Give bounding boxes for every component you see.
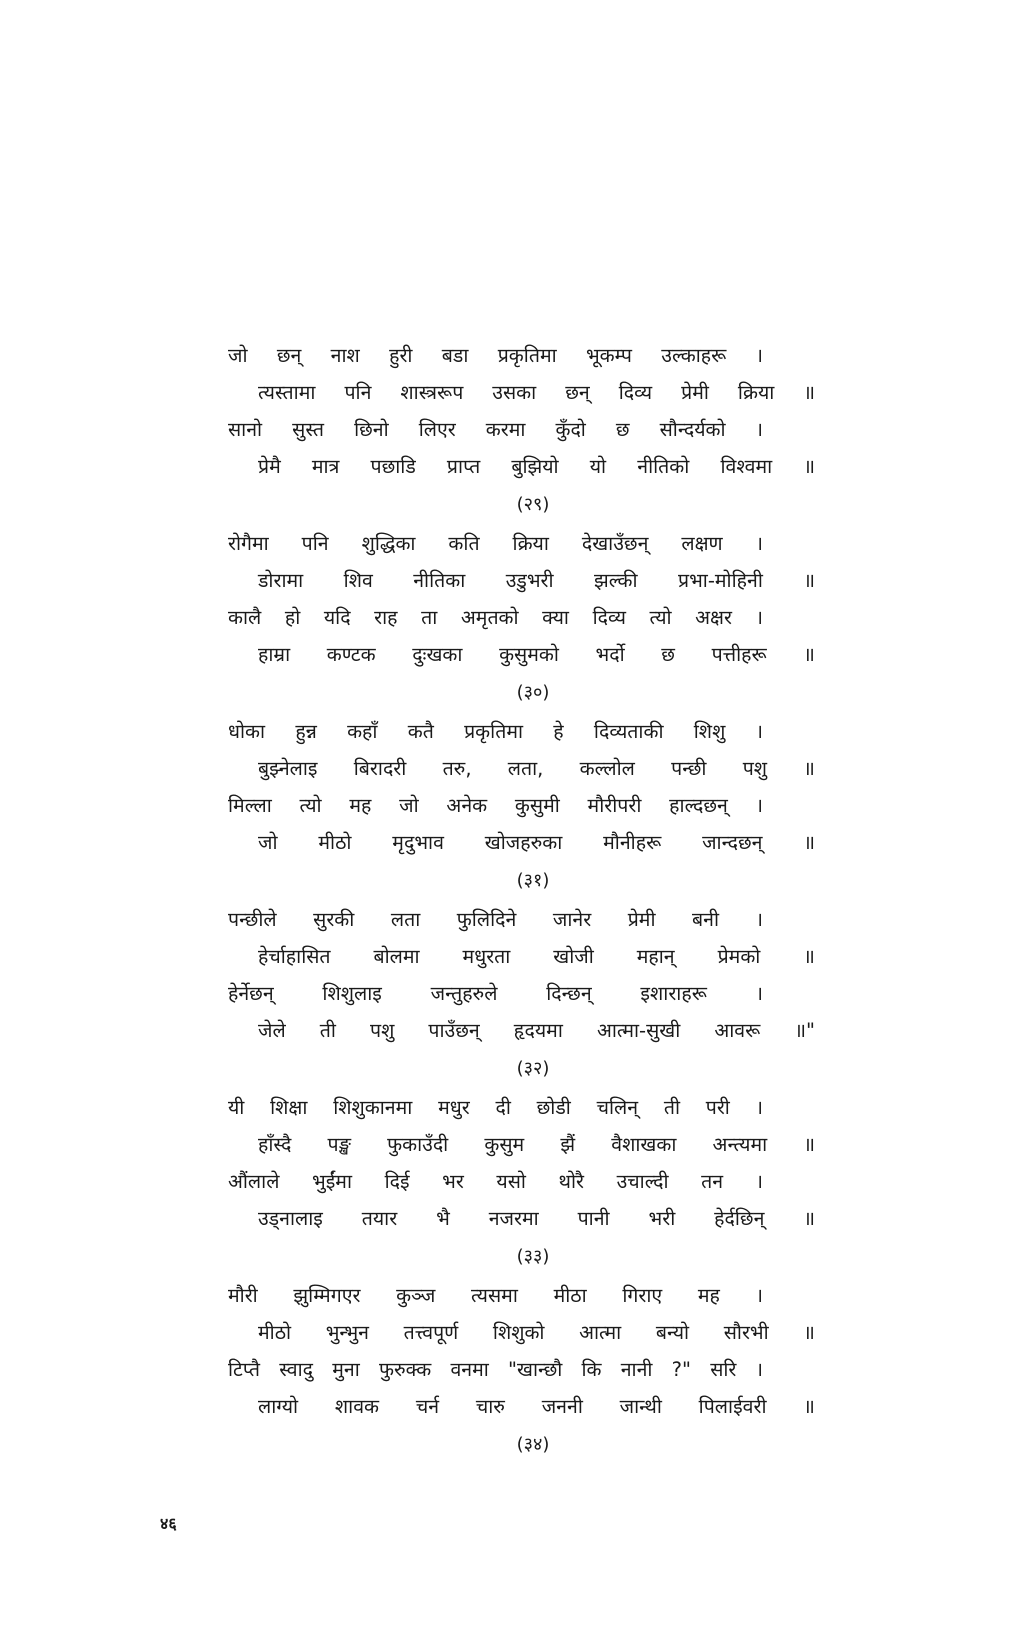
verse-line: बुझ्नेलाइ बिरादरी तरु, लता, कल्लोल पन्छी पशु ॥	[258, 757, 815, 780]
verse-line: जो मीठो मृदुभाव खोजहरुका मौनीहरू जान्दछन् ॥	[258, 831, 815, 854]
verse-line: यी शिक्षा शिशुकानमा मधुर दी छोडी चलिन् ती परी ।	[228, 1096, 763, 1119]
verse-line: मौरी झुम्मिगएर कुञ्ज त्यसमा मीठा गिराए मह ।	[228, 1284, 763, 1307]
verse-line: हाँस्दै पङ्ख फुकाउँदी कुसुम झैं वैशाखका अन्त्यमा ॥	[258, 1133, 815, 1156]
poem-body	[228, 337, 828, 1465]
verse-number: (३२)	[516, 1058, 550, 1079]
verse-line: उड्नालाइ तयार भै नजरमा पानी भरी हेर्दछिन् ॥	[258, 1207, 815, 1230]
verse-number: (३१)	[516, 870, 550, 891]
verse	[228, 1277, 828, 1465]
verse-line: मिल्ला त्यो मह जो अनेक कुसुमी मौरीपरी हाल्दछन् ।	[228, 794, 763, 817]
verse-line: पन्छीले सुरकी लता फुलिदिने जानेर प्रेमी बनी ।	[228, 908, 763, 931]
verse-number: (३०)	[516, 682, 550, 703]
verse	[228, 901, 828, 1089]
verse-line: हेर्नेछन् शिशुलाइ जन्तुहरुले दिन्छन् इशाराहरू ।	[228, 982, 763, 1005]
verse	[228, 713, 828, 901]
verse-line: हाम्रा कण्टक दुःखका कुसुमको भर्दो छ पत्तीहरू ॥	[258, 643, 815, 666]
verse-line: कालै हो यदि राह ता अमृतको क्या दिव्य त्यो अक्षर ।	[228, 606, 763, 629]
verse-number: (३३)	[516, 1246, 550, 1267]
verse-line: सानो सुस्त छिनो लिएर करमा कुँदो छ सौन्दर्यको ।	[228, 418, 763, 441]
verse-number: (२९)	[516, 494, 550, 515]
verse	[228, 337, 828, 525]
verse-line: हेर्चाहासित बोलमा मधुरता खोजी महान् प्रेमको ॥	[258, 945, 815, 968]
verse-line: प्रेमै मात्र पछाडि प्राप्त बुझियो यो नीतिको विश्वमा ॥	[258, 455, 815, 478]
verse-line: जेले ती पशु पाउँछन् हृदयमा आत्मा-सुखी आवरू ॥"	[258, 1019, 815, 1042]
verse-line: रोगैमा पनि शुद्धिका कति क्रिया देखाउँछन् लक्षण ।	[228, 532, 763, 555]
verse-line: टिप्तै स्वादु मुना फुरुक्क वनमा "खान्छौ कि नानी ?" सरि ।	[228, 1358, 763, 1381]
verse-line: मीठो भुन्भुन तत्त्वपूर्ण शिशुको आत्मा बन्यो सौरभी ॥	[258, 1321, 815, 1344]
verse	[228, 525, 828, 713]
page-number: ४६	[160, 1514, 177, 1533]
verse-line: जो छन् नाश हुरी बडा प्रकृतिमा भूकम्प उल्काहरू ।	[228, 344, 763, 367]
verse-number: (३४)	[516, 1434, 550, 1455]
verse	[228, 1089, 828, 1277]
verse-line: डोरामा शिव नीतिका उडुभरी झल्की प्रभा-मोहिनी ॥	[258, 569, 815, 592]
verse-line: त्यस्तामा पनि शास्त्ररूप उसका छन् दिव्य प्रेमी क्रिया ॥	[258, 381, 815, 404]
verse-line: धोका हुन्न कहाँ कतै प्रकृतिमा हे दिव्यताकी शिशु ।	[228, 720, 763, 743]
verse-line: औंलाले भुईंमा दिई भर यसो थोरै उचाल्दी तन ।	[228, 1170, 763, 1193]
verse-line: लाग्यो शावक चर्न चारु जननी जान्थी पिलाईवरी ॥	[258, 1395, 815, 1418]
